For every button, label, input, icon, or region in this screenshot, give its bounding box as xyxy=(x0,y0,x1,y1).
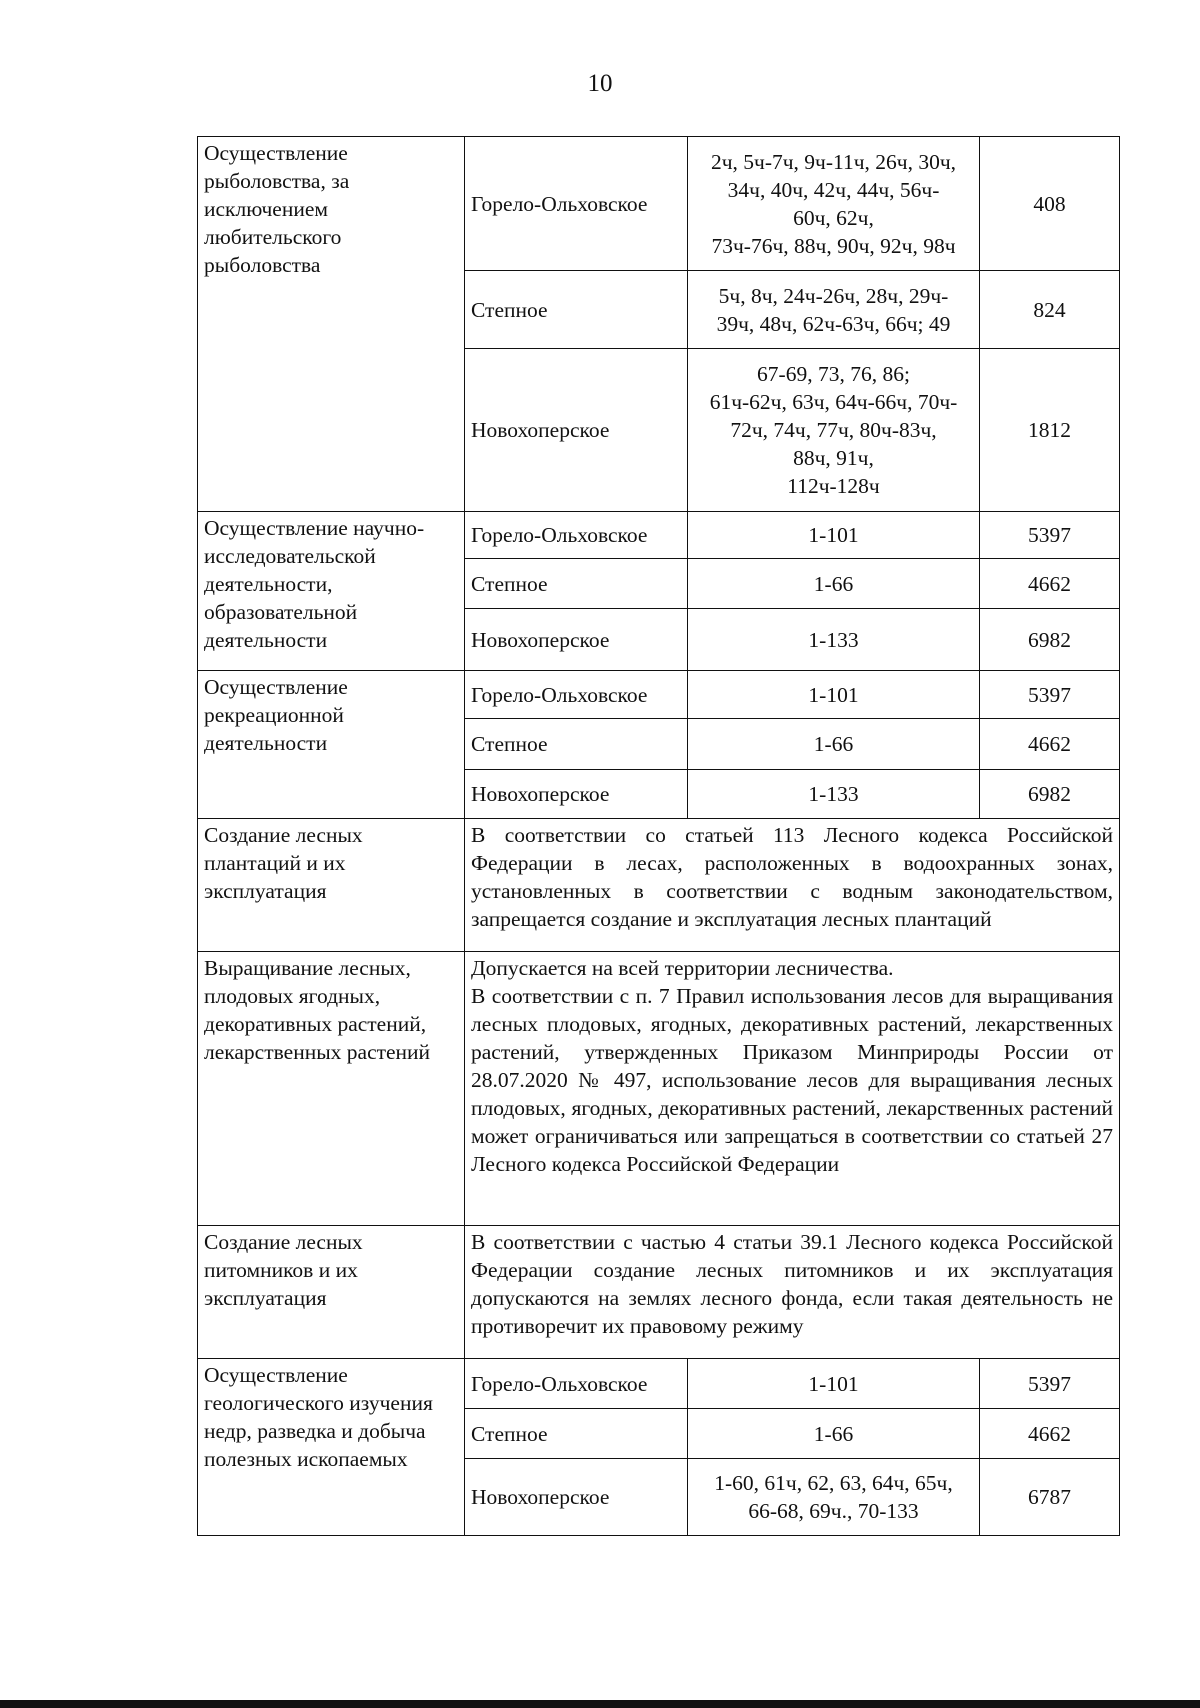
forestry-name: Новохоперское xyxy=(465,349,688,512)
note-cell xyxy=(465,1226,1120,1359)
quarters-cell: 2ч, 5ч-7ч, 9ч-11ч, 26ч, 30ч, 34ч, 40ч, 42ч, 44ч, 56ч- 60ч, 62ч, 73ч-76ч, 88ч, 90ч, 92ч, 98ч xyxy=(688,137,980,271)
area-cell: 6982 xyxy=(980,770,1120,819)
forestry-name: Степное xyxy=(465,1409,688,1459)
activity-cell: Осуществление геологического изучения недр, разведка и добыча полезных ископаемых xyxy=(198,1359,465,1536)
quarters-cell: 1-101 xyxy=(688,671,980,719)
quarters-cell: 1-66 xyxy=(688,559,980,609)
note-paragraph: Допускается на всей территории лесничества. xyxy=(471,956,894,980)
area-cell: 5397 xyxy=(980,671,1120,719)
table-row xyxy=(198,137,1120,271)
area-cell: 4662 xyxy=(980,559,1120,609)
quarters-cell: 67-69, 73, 76, 86; 61ч-62ч, 63ч, 64ч-66ч, 70ч- 72ч, 74ч, 77ч, 80ч-83ч, 88ч, 91ч, 112ч-128ч xyxy=(688,349,980,512)
page-number: 10 xyxy=(587,70,613,97)
forestry-name: Степное xyxy=(465,271,688,349)
forestry-name: Новохоперское xyxy=(465,1459,688,1536)
forest-use-table xyxy=(197,136,1120,1536)
forestry-name: Степное xyxy=(465,719,688,770)
note-paragraph: В соответствии с п. 7 Правил использования лесов для выращивания лесных плодовых, ягодных, декоративных растений, лекарственных растений, утвержденных Приказом Минприроды России от 28.07.2020 № 497, использование лесов для выращивания лесных плодовых, ягодных, декоративных растений, лекарственных растений может ограничиваться или запрещаться в соответствии со статьей 27 Лесного кодекса Российской Федерации xyxy=(471,984,1113,1176)
note-paragraph: В соответствии с частью 4 статьи 39.1 Лесного кодекса Российской Федерации создание лесных питомников и их эксплуатация допускаются на землях лесного фонда, если такая деятельность не противоречит их правовому режиму xyxy=(471,1230,1113,1338)
quarters-cell: 1-101 xyxy=(688,512,980,559)
forestry-name: Горело-Ольховское xyxy=(465,137,688,271)
forestry-name: Горело-Ольховское xyxy=(465,1359,688,1409)
note-cell xyxy=(465,952,1120,1226)
scan-bottom-edge xyxy=(0,1700,1200,1708)
activity-cell: Осуществление рыболовства, за исключением любительского рыболовства xyxy=(198,137,465,512)
table-row xyxy=(198,1226,1120,1359)
area-cell: 824 xyxy=(980,271,1120,349)
area-cell: 6787 xyxy=(980,1459,1120,1536)
activity-cell: Создание лесных плантаций и их эксплуатация xyxy=(198,819,465,952)
note-cell xyxy=(465,819,1120,952)
quarters-cell: 1-60, 61ч, 62, 63, 64ч, 65ч, 66-68, 69ч., 70-133 xyxy=(688,1459,980,1536)
activity-cell: Выращивание лесных, плодовых ягодных, декоративных растений, лекарственных растений xyxy=(198,952,465,1226)
activity-cell: Осуществление рекреационной деятельности xyxy=(198,671,465,819)
table-row xyxy=(198,512,1120,559)
quarters-cell: 1-101 xyxy=(688,1359,980,1409)
table-row xyxy=(198,671,1120,719)
area-cell: 1812 xyxy=(980,349,1120,512)
quarters-cell: 1-66 xyxy=(688,1409,980,1459)
forestry-name: Новохоперское xyxy=(465,609,688,671)
forestry-name: Степное xyxy=(465,559,688,609)
forestry-name: Горело-Ольховское xyxy=(465,671,688,719)
quarters-cell: 1-133 xyxy=(688,770,980,819)
table-row xyxy=(198,1359,1120,1409)
area-cell: 408 xyxy=(980,137,1120,271)
table-row xyxy=(198,952,1120,1226)
area-cell: 4662 xyxy=(980,719,1120,770)
forestry-name: Новохоперское xyxy=(465,770,688,819)
forestry-name: Горело-Ольховское xyxy=(465,512,688,559)
table-row xyxy=(198,819,1120,952)
area-cell: 4662 xyxy=(980,1409,1120,1459)
note-paragraph: В соответствии со статьей 113 Лесного кодекса Российской Федерации в лесах, расположенных в водоохранных зонах, установленных в соответствии с водным законодательством, запрещается создание и эксплуатация лесных плантаций xyxy=(471,823,1113,931)
quarters-cell: 5ч, 8ч, 24ч-26ч, 28ч, 29ч- 39ч, 48ч, 62ч-63ч, 66ч; 49 xyxy=(688,271,980,349)
quarters-cell: 1-66 xyxy=(688,719,980,770)
activity-cell: Осуществление научно-исследовательской деятельности, образовательной деятельности xyxy=(198,512,465,671)
area-cell: 5397 xyxy=(980,512,1120,559)
activity-cell: Создание лесных питомников и их эксплуатация xyxy=(198,1226,465,1359)
area-cell: 5397 xyxy=(980,1359,1120,1409)
quarters-cell: 1-133 xyxy=(688,609,980,671)
area-cell: 6982 xyxy=(980,609,1120,671)
